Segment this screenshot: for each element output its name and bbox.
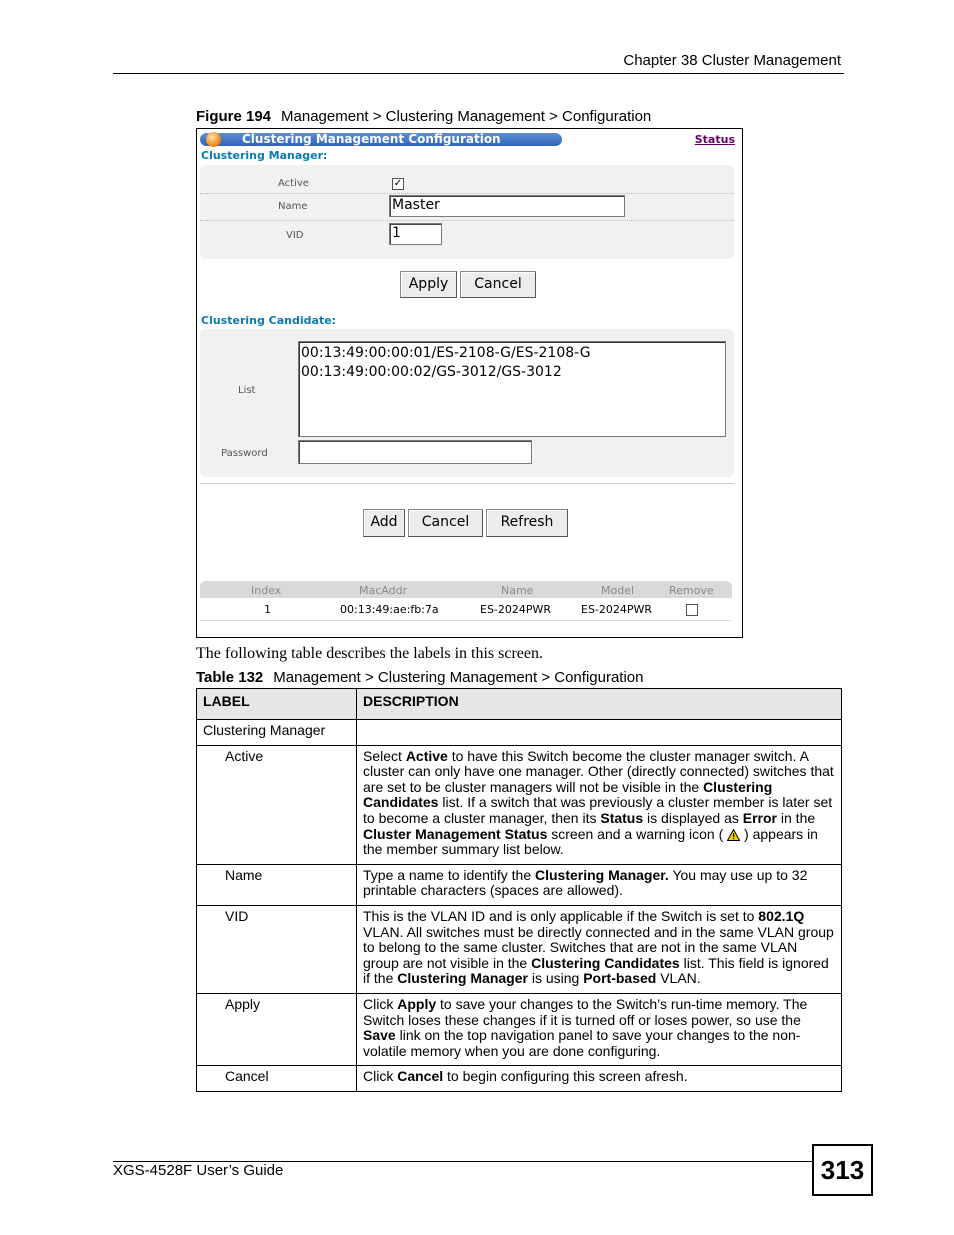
vid-label: VID xyxy=(286,230,304,241)
screen-title-bar xyxy=(200,133,562,146)
row-description: Type a name to identify the Clustering Manager. You may use up to 32 printable characters (spaces are allowed). xyxy=(357,864,842,905)
member-index: 1 xyxy=(264,603,271,616)
intro-paragraph: The following table describes the labels in this screen. xyxy=(196,645,544,662)
list-label: List xyxy=(238,385,256,396)
page-number: 313 xyxy=(812,1144,873,1196)
col-index: Index xyxy=(251,584,282,597)
warning-icon xyxy=(727,829,740,841)
member-table-header xyxy=(200,581,732,598)
cancel-button[interactable]: Cancel xyxy=(460,271,536,298)
remove-checkbox[interactable] xyxy=(686,604,698,616)
vid-input[interactable]: 1 xyxy=(389,223,442,245)
candidate-list-item[interactable]: 00:13:49:00:00:02/GS-3012/GS-3012 xyxy=(301,364,562,380)
member-mac: 00:13:49:ae:fb:7a xyxy=(340,603,439,616)
row-label: Cancel xyxy=(197,1066,357,1092)
vid-row xyxy=(200,221,734,247)
name-label: Name xyxy=(278,201,308,212)
row-description: Click Apply to save your changes to the Switch’s run-time memory. The Switch loses these changes if it is turned off or loses power, so use the Save link on the top navigation panel to save your changes to the non-volatile memory when you are done configuring. xyxy=(357,993,842,1065)
candidate-list[interactable] xyxy=(298,341,726,437)
figure-number: Figure 194 xyxy=(196,108,272,125)
member-name: ES-2024PWR xyxy=(480,603,552,616)
active-row xyxy=(200,165,734,194)
title-orb-icon xyxy=(206,132,221,147)
figure-caption-text: Management > Clustering Management > Configuration xyxy=(281,108,652,125)
col-macaddr: MacAddr xyxy=(359,584,408,597)
description-column-header: DESCRIPTION xyxy=(357,689,842,720)
member-model: ES-2024PWR xyxy=(581,603,653,616)
configuration-screenshot xyxy=(196,128,743,638)
label-column-header: LABEL xyxy=(197,689,357,720)
apply-button[interactable]: Apply xyxy=(400,271,457,298)
table-row xyxy=(197,864,842,905)
row-description: This is the VLAN ID and is only applicable if the Switch is set to 802.1Q VLAN. All switches must be directly connected and in the same VLAN group to belong to the same cluster. Switches that are not in the same VLAN group are not visible in the Clustering Candidates list. This field is ignored if the Clustering Manager is using Port-based VLAN. xyxy=(357,905,842,993)
candidate-section-title: Clustering Candidate: xyxy=(201,314,337,327)
table-header-row xyxy=(197,689,842,720)
figure-caption xyxy=(196,108,651,125)
header-rule xyxy=(113,73,844,74)
table-row xyxy=(197,905,842,993)
manager-section-title: Clustering Manager: xyxy=(201,149,328,162)
table-caption xyxy=(196,669,643,686)
manager-panel xyxy=(200,165,734,259)
table-row xyxy=(197,745,842,864)
active-label: Active xyxy=(278,178,309,189)
row-label: Active xyxy=(197,745,357,864)
candidate-list-item[interactable]: 00:13:49:00:00:01/ES-2108-G/ES-2108-G xyxy=(301,345,591,361)
name-input[interactable]: Master xyxy=(389,195,625,217)
table-caption-text: Management > Clustering Management > Configuration xyxy=(273,669,644,686)
guide-title: XGS-4528F User’s Guide xyxy=(113,1162,284,1179)
status-link[interactable]: Status xyxy=(694,133,735,146)
col-name: Name xyxy=(501,584,534,597)
section-divider xyxy=(200,483,734,484)
add-button[interactable]: Add xyxy=(363,509,405,537)
password-input[interactable] xyxy=(298,440,532,464)
candidate-cancel-button[interactable]: Cancel xyxy=(408,509,483,537)
row-description xyxy=(357,720,842,746)
table-row xyxy=(197,993,842,1065)
col-remove: Remove xyxy=(669,584,714,597)
refresh-button[interactable]: Refresh xyxy=(486,509,568,537)
password-label: Password xyxy=(221,448,268,459)
row-label: Name xyxy=(197,864,357,905)
member-row xyxy=(200,600,732,621)
active-checkbox[interactable]: ✓ xyxy=(393,178,403,189)
table-row xyxy=(197,1066,842,1092)
row-description: Click Cancel to begin configuring this screen afresh. xyxy=(357,1066,842,1092)
col-model: Model xyxy=(601,584,635,597)
row-label: Clustering Manager xyxy=(197,720,357,746)
table-row xyxy=(197,720,842,746)
row-label: VID xyxy=(197,905,357,993)
screen-title: Clustering Management Configuration xyxy=(242,132,501,146)
description-table xyxy=(196,688,842,1092)
chapter-title: Chapter 38 Cluster Management xyxy=(623,52,841,69)
name-row xyxy=(200,194,734,221)
row-label: Apply xyxy=(197,993,357,1065)
table-number: Table 132 xyxy=(196,669,264,686)
row-description: Select Active to have this Switch become the cluster manager switch. A cluster can only have one manager. Other (directly connected) switches that are set to be cluster managers will not be visible in the Clustering Candidates list. If a switch that was previously a cluster member is later set to become a cluster manager, then its Status is displayed as Error in the Cluster Management Status screen and a warning icon ( ) appears in the member summary list below. xyxy=(357,745,842,864)
